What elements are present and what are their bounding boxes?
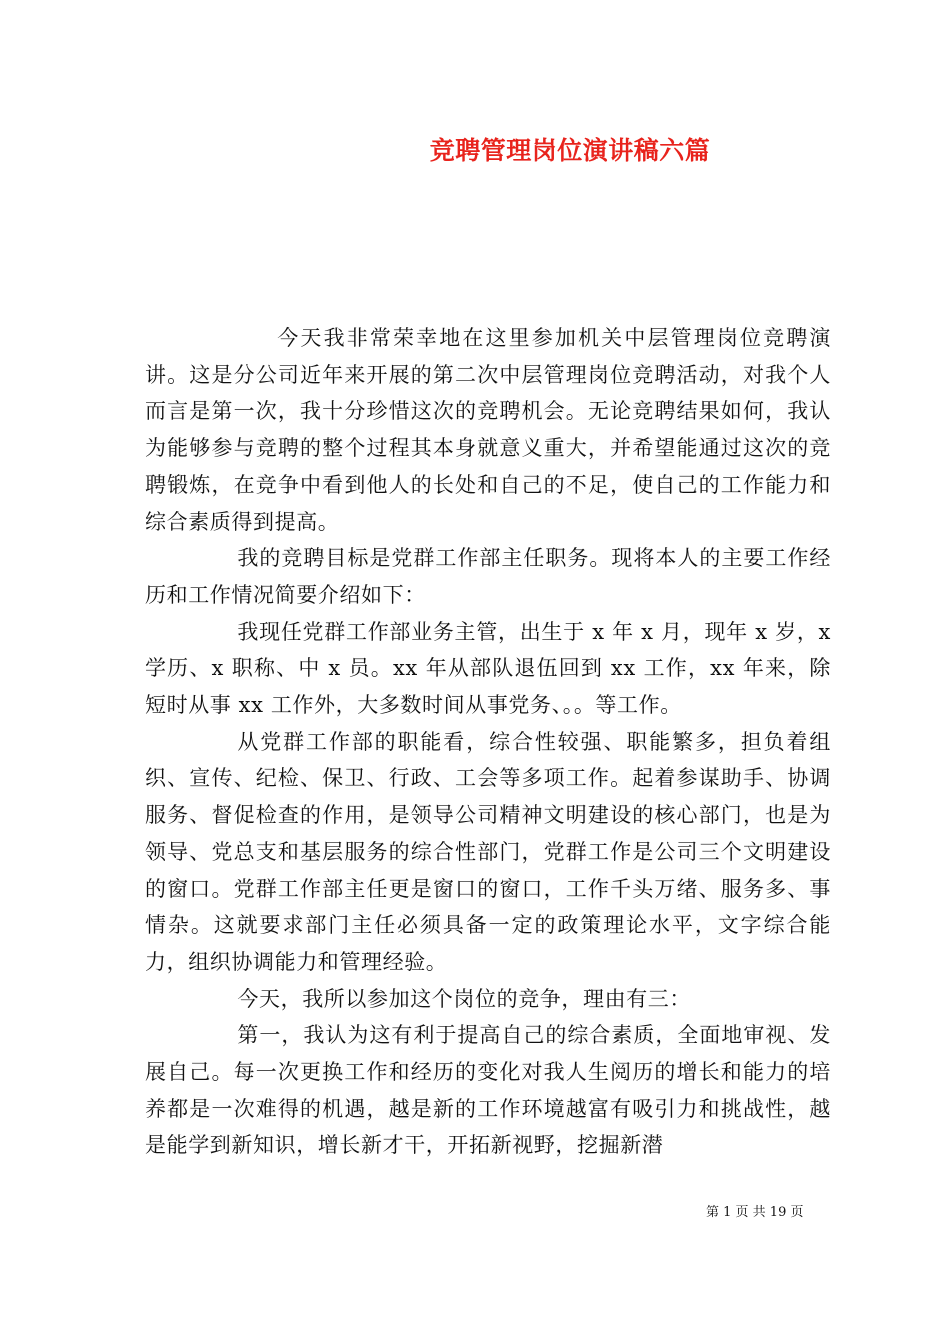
paragraph-goal: 我的竞聘目标是党群工作部主任职务。现将本人的主要工作经历和工作情况简要介绍如下： [145, 546, 831, 607]
paragraph-reasons-intro: 今天，我所以参加这个岗位的竞争，理由有三： [237, 986, 691, 1011]
paragraph-background: 我现任党群工作部业务主管，出生于 x 年 x 月，现年 x 岁，x 学历、x 职称、中 x 员。xx 年从部队退伍回到 xx 工作，xx 年来，除短时从事 xx 工作外，大多数时间从事党务、。。等工作。 [145, 619, 831, 718]
paragraph-department-functions: 从党群工作部的职能看，综合性较强、职能繁多，担负着组织、宣传、纪检、保卫、行政、工会等多项工作。起着参谋助手、协调服务、督促检查的作用，是领导公司精神文明建设的核心部门，也是为领导、党总支和基层服务的综合性部门，党群工作是公司三个文明建设的窗口。党群工作部主任更是窗口的窗口，工作千头万绪、服务多、事情杂。这就要求部门主任必须具备一定的政策理论水平，文字综合能力，组织协调能力和管理经验。 [145, 729, 831, 974]
paragraph-intro: 今天我非常荣幸地在这里参加机关中层管理岗位竞聘演讲。这是分公司近年来开展的第二次中层管理岗位竞聘活动，对我个人而言是第一次，我十分珍惜这次的竞聘机会。无论竞聘结果如何，我认为能够参与竞聘的整个过程其本身就意义重大，并希望能通过这次的竞聘锻炼，在竞争中看到他人的长处和自己的不足，使自己的工作能力和综合素质得到提高。 [145, 326, 831, 534]
document-title: 竞聘管理岗位演讲稿六篇 [429, 136, 711, 165]
paragraph-reason-one: 第一，我认为这有利于提高自己的综合素质，全面地审视、发展自己。每一次更换工作和经历的变化对我人生阅历的增长和能力的培养都是一次难得的机遇，越是新的工作环境越富有吸引力和挑战性，越是能学到新知识，增长新才干，开拓新视野，挖掘新潜 [145, 1023, 831, 1158]
document-body [145, 320, 831, 1164]
page-number-footer: 第 1 页 共 19 页 [706, 1205, 804, 1220]
